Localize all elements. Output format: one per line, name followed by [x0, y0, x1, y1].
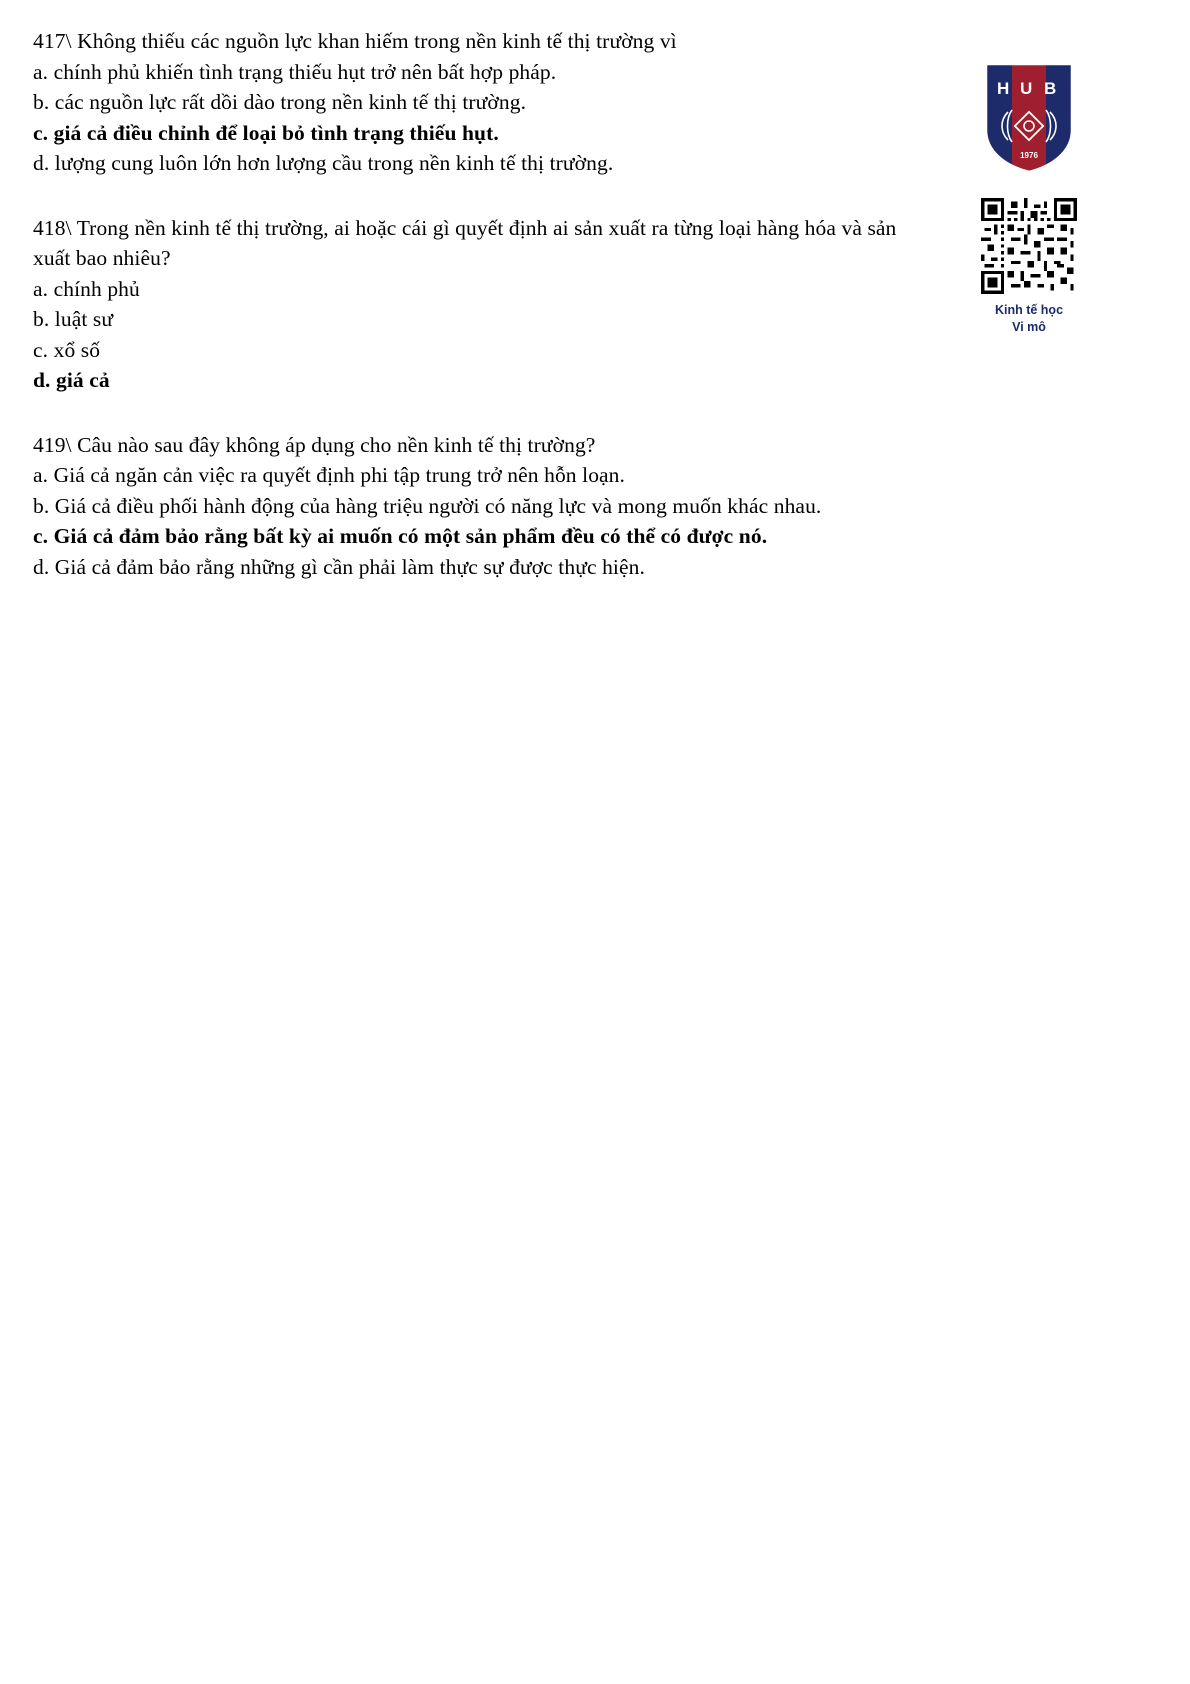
question-option: d. Giá cả đảm bảo rằng những gì cần phải làm thực sự được thực hiện. — [33, 554, 645, 579]
question-stem: 419\ Câu nào sau đây không áp dụng cho nền kinh tế thị trường? — [33, 432, 596, 457]
branding-caption-line2: Vi mô — [1012, 319, 1046, 334]
question-option: d. lượng cung luôn lớn hơn lượng cầu trong nền kinh tế thị trường. — [33, 151, 614, 176]
question-item — [33, 213, 938, 396]
question-option: a. chính phủ — [33, 276, 140, 301]
qr-code-icon — [981, 198, 1077, 294]
question-list — [33, 26, 938, 582]
question-option-correct: c. giá cả điều chỉnh để loại bỏ tình trạng thiếu hụt. — [33, 120, 499, 145]
question-item — [33, 26, 938, 179]
question-option: b. Giá cả điều phối hành động của hàng triệu người có năng lực và mong muốn khác nhau. — [33, 493, 822, 518]
question-option: a. chính phủ khiến tình trạng thiếu hụt trở nên bất hợp pháp. — [33, 59, 557, 84]
branding-caption-line1: Kinh tế học — [994, 303, 1064, 317]
branding-caption — [964, 302, 1094, 336]
branding-block — [964, 60, 1094, 336]
question-item — [33, 430, 938, 583]
hub-shield-logo-icon — [982, 60, 1076, 176]
question-option: b. các nguồn lực rất dồi dào trong nền kinh tế thị trường. — [33, 90, 527, 115]
question-stem: 418\ Trong nền kinh tế thị trường, ai hoặc cái gì quyết định ai sản xuất ra từng loại hàng hóa và sản xuất bao nhiêu? — [33, 215, 897, 271]
svg-text:B: B — [1044, 79, 1057, 98]
svg-text:U: U — [1020, 79, 1033, 98]
question-option-correct: d. giá cả — [33, 368, 110, 393]
question-option: c. xổ số — [33, 337, 101, 362]
question-option-correct: c. Giá cả đảm bảo rằng bất kỳ ai muốn có một sản phẩm đều có thể có được nó. — [33, 524, 768, 549]
logo-year-text: 1976 — [1020, 151, 1038, 160]
svg-text:H: H — [997, 79, 1010, 98]
question-option: b. luật sư — [33, 307, 114, 332]
question-stem: 417\ Không thiếu các nguồn lực khan hiếm trong nền kinh tế thị trường vì — [33, 29, 677, 53]
question-option: a. Giá cả ngăn cản việc ra quyết định phi tập trung trở nên hỗn loạn. — [33, 463, 626, 488]
